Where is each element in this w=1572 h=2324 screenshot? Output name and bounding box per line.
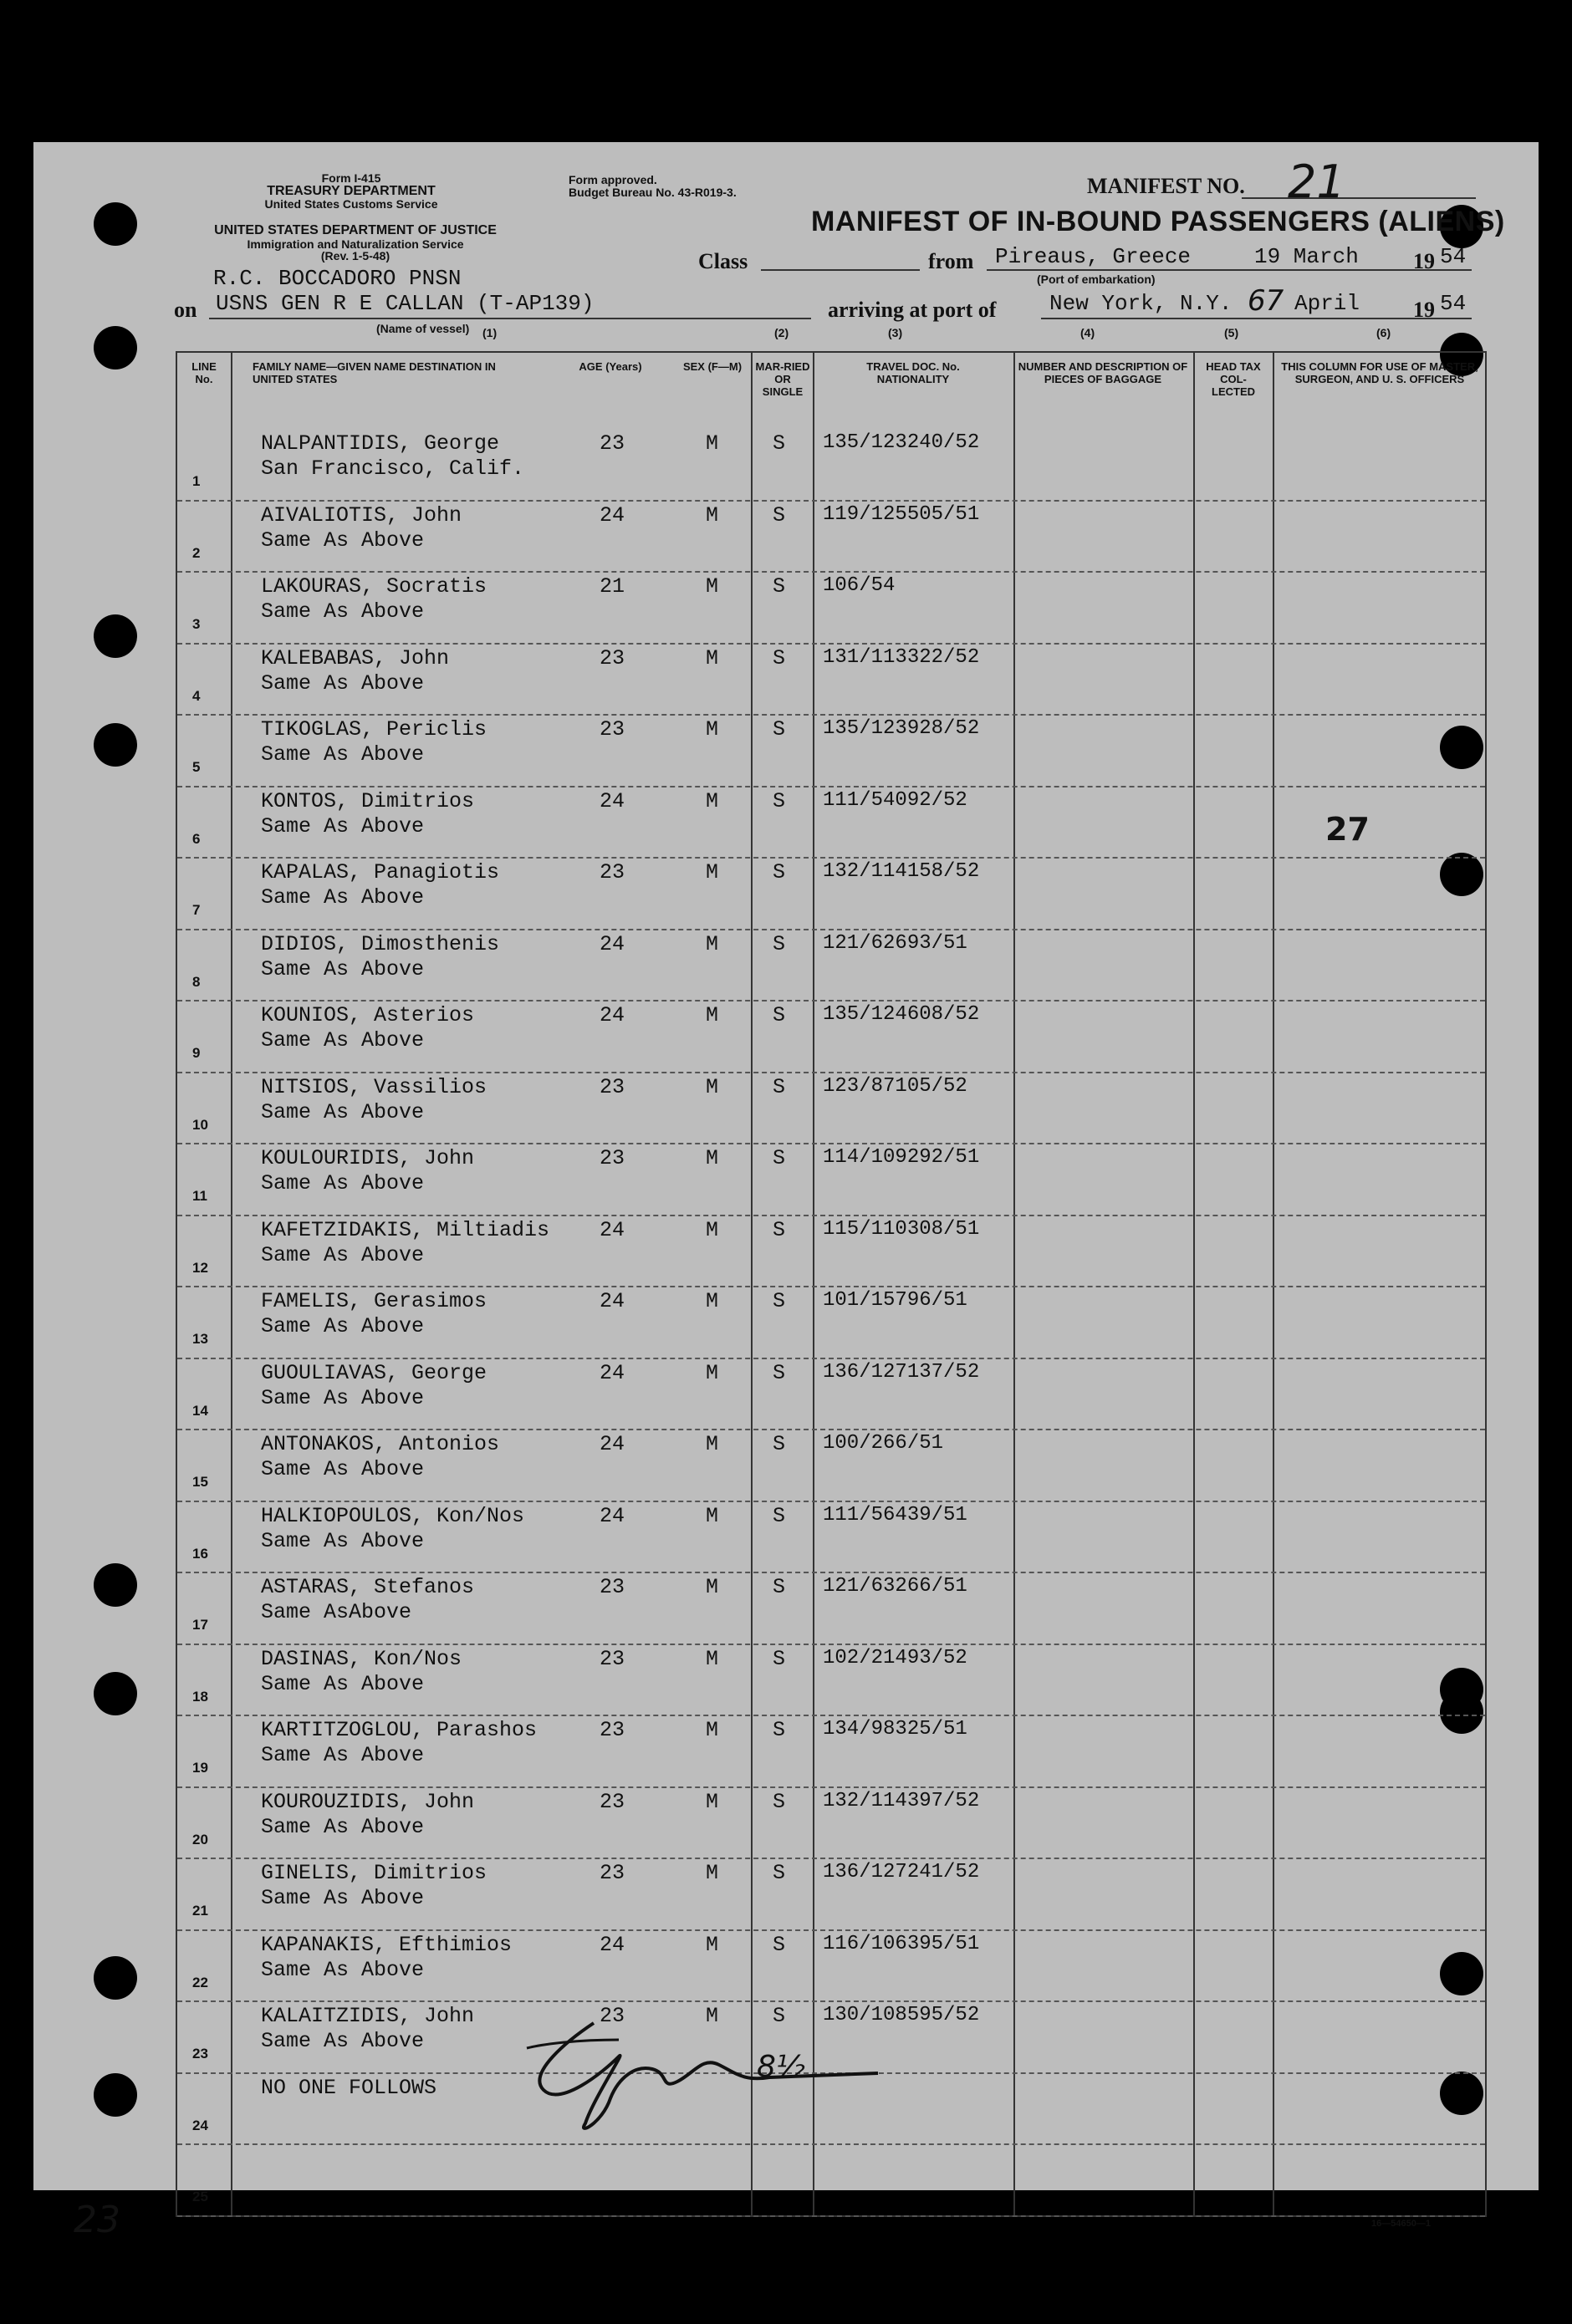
row-line-number: 21 [192, 1903, 208, 1919]
passenger-marital: S [773, 788, 786, 813]
passenger-marital: S [773, 1503, 786, 1528]
passenger-destination: Same As Above [261, 1886, 425, 1910]
approval-block [569, 174, 737, 198]
col-divider [1273, 353, 1274, 2215]
passenger-sex: M [706, 1074, 719, 1099]
embark-line [987, 269, 1472, 271]
col-header-tax: HEAD TAX COL-LECTED [1206, 360, 1261, 398]
passenger-name: KARTITZOGLOU, Parashos [261, 1718, 538, 1742]
passenger-sex: M [706, 2004, 719, 2028]
passenger-travel-doc: 114/109292/51 [823, 1146, 980, 1169]
passenger-marital: S [773, 1360, 786, 1385]
embark-year: 54 [1440, 244, 1467, 269]
passenger-destination: Same As Above [261, 1814, 425, 1839]
passenger-travel-doc: 106/54 [823, 574, 896, 597]
justice-block [163, 224, 548, 262]
embark-date: 19 March [1254, 244, 1359, 269]
passenger-name: KOULOURIDIS, John [261, 1146, 475, 1170]
row-divider [177, 1715, 1485, 1716]
passenger-destination: Same As Above [261, 1671, 425, 1696]
vessel-caption: (Name of vessel) [376, 322, 470, 335]
row-line-number: 4 [192, 687, 201, 704]
row-divider [177, 1072, 1485, 1073]
passenger-marital: S [773, 1789, 786, 1814]
col-header-baggage: NUMBER AND DESCRIPTION OF PIECES OF BAGGAGE [1018, 360, 1188, 385]
passenger-travel-doc: 123/87105/52 [823, 1074, 967, 1098]
handwritten-tally: 8½ [757, 2050, 805, 2084]
passenger-age: 24 [600, 1217, 625, 1242]
passenger-travel-doc: 101/15796/51 [823, 1289, 967, 1312]
punch-hole [94, 1672, 137, 1715]
passenger-destination: Same AsAbove [261, 1600, 412, 1624]
passenger-age: 23 [600, 1646, 625, 1671]
passenger-sex: M [706, 788, 719, 813]
justice-dept: UNITED STATES DEPARTMENT OF JUSTICE [214, 223, 497, 237]
passenger-name: ASTARAS, Stefanos [261, 1575, 475, 1599]
passenger-name: GINELIS, Dimitrios [261, 1861, 487, 1885]
passenger-destination: Same As Above [261, 599, 425, 624]
passenger-travel-doc: 115/110308/51 [823, 1217, 980, 1241]
col-divider [813, 353, 814, 2215]
row-line-number: 11 [192, 1188, 207, 1204]
treasury-dept: TREASURY DEPARTMENT [267, 183, 436, 198]
passenger-age: 23 [600, 1789, 625, 1814]
passenger-name: GUOULIAVAS, George [261, 1360, 487, 1385]
passenger-age: 24 [600, 502, 625, 527]
passenger-age: 23 [600, 2004, 625, 2028]
row-line-number: 3 [192, 616, 201, 632]
passenger-marital: S [773, 1146, 786, 1170]
row-divider [177, 1429, 1485, 1430]
passenger-travel-doc: 116/106395/51 [823, 1932, 980, 1955]
row-line-number: 17 [192, 1617, 208, 1633]
row-line-number: 6 [192, 830, 201, 847]
ins-service: Immigration and Naturalization Service [247, 237, 464, 251]
passenger-marital: S [773, 645, 786, 670]
punch-hole [94, 614, 137, 658]
passenger-name: AIVALIOTIS, John [261, 502, 462, 527]
row-line-number: 20 [192, 1831, 208, 1847]
row-divider [177, 1358, 1485, 1359]
arrival-year: 54 [1440, 291, 1467, 316]
passenger-sex: M [706, 431, 719, 456]
passenger-sex: M [706, 860, 719, 884]
passenger-travel-doc: 111/56439/51 [823, 1503, 967, 1526]
passenger-marital: S [773, 1003, 786, 1027]
passenger-travel-doc: 136/127241/52 [823, 1861, 980, 1883]
passenger-sex: M [706, 502, 719, 527]
passenger-marital: S [773, 1217, 786, 1242]
passenger-destination: Same As Above [261, 1457, 425, 1481]
row-divider [177, 500, 1485, 502]
passenger-destination: Same As Above [261, 742, 425, 767]
col-num-3: (3) [888, 326, 903, 339]
passenger-travel-doc: 135/123928/52 [823, 717, 980, 740]
passenger-sex: M [706, 931, 719, 956]
col-num-1: (1) [482, 326, 498, 339]
passenger-name: KONTOS, Dimitrios [261, 788, 475, 813]
passenger-age: 24 [600, 788, 625, 813]
passenger-age: 23 [600, 1146, 625, 1170]
row-line-number: 23 [192, 2046, 208, 2062]
row-line-number: 7 [192, 902, 201, 918]
budget-bureau: Budget Bureau No. 43-R019-3. [569, 185, 737, 199]
passenger-travel-doc: 132/114158/52 [823, 860, 980, 883]
row-line-number: 16 [192, 1545, 208, 1562]
row-line-number: 22 [192, 1974, 208, 1990]
passenger-destination: Same As Above [261, 527, 425, 553]
passenger-age: 23 [600, 717, 625, 742]
row-divider [177, 2143, 1485, 2145]
punch-hole [94, 202, 137, 246]
passenger-travel-doc: 100/266/51 [823, 1432, 944, 1455]
form-number: Form I-415 [321, 171, 381, 185]
passenger-name: KOUNIOS, Asterios [261, 1003, 475, 1027]
row-line-number: 15 [192, 1474, 208, 1490]
passenger-destination: Same As Above [261, 1743, 425, 1767]
passenger-destination: Same As Above [261, 1028, 425, 1052]
passenger-sex: M [706, 1575, 719, 1599]
row-line-number: 8 [192, 973, 201, 990]
punch-hole [94, 1563, 137, 1607]
passenger-destination: Same As Above [261, 1385, 425, 1410]
passenger-sex: M [706, 1789, 719, 1814]
form-revision: (Rev. 1-5-48) [320, 249, 390, 263]
passenger-marital: S [773, 860, 786, 884]
arrival-line [1041, 318, 1472, 319]
passenger-travel-doc: 102/21493/52 [823, 1646, 967, 1669]
embark-year-prefix: 19 [1413, 249, 1435, 273]
passenger-sex: M [706, 1003, 719, 1027]
passenger-travel-doc: 135/123240/52 [823, 431, 980, 454]
row-line-number: 25 [192, 2189, 208, 2204]
passenger-name: NO ONE FOLLOWS [261, 2075, 437, 2100]
form-header-block [226, 172, 477, 211]
col-num-4: (4) [1080, 326, 1095, 339]
row-divider [177, 714, 1485, 716]
passenger-name: KAFETZIDAKIS, Miltiadis [261, 1217, 550, 1242]
passenger-name: FAMELIS, Gerasimos [261, 1289, 487, 1313]
passenger-name: NALPANTIDIS, George [261, 431, 500, 456]
passenger-sex: M [706, 1360, 719, 1385]
passenger-marital: S [773, 1932, 786, 1957]
passenger-sex: M [706, 645, 719, 670]
agent-name: R.C. BOCCADORO PNSN [213, 266, 462, 291]
passenger-destination: Same As Above [261, 956, 425, 981]
passenger-marital: S [773, 1861, 786, 1885]
arrival-day: 67 [1248, 284, 1284, 318]
passenger-name: LAKOURAS, Socratis [261, 574, 487, 599]
row-line-number: 13 [192, 1331, 208, 1347]
passenger-travel-doc: 135/124608/52 [823, 1003, 980, 1026]
passenger-age: 23 [600, 431, 625, 456]
passenger-age: 24 [600, 1432, 625, 1456]
passenger-name: ANTONAKOS, Antonios [261, 1432, 500, 1456]
passenger-name: KAPANAKIS, Efthimios [261, 1932, 513, 1957]
row-divider [177, 2215, 1485, 2217]
manifest-title: MANIFEST OF IN-BOUND PASSENGERS (ALIENS) [811, 206, 1505, 237]
passenger-sex: M [706, 1146, 719, 1170]
vessel-line [209, 318, 811, 319]
passenger-travel-doc: 130/108595/52 [823, 2004, 980, 2026]
passenger-marital: S [773, 717, 786, 742]
passenger-name: KAPALAS, Panagiotis [261, 860, 500, 884]
punch-hole [94, 1956, 137, 2000]
passenger-name: TIKOGLAS, Periclis [261, 717, 487, 742]
passenger-marital: S [773, 431, 786, 456]
passenger-sex: M [706, 1289, 719, 1313]
passenger-destination: Same As Above [261, 1957, 425, 1982]
col-divider [1013, 353, 1015, 2215]
passenger-marital: S [773, 1575, 786, 1599]
passenger-marital: S [773, 931, 786, 956]
class-line [761, 269, 920, 271]
row-divider [177, 1000, 1485, 1001]
col-header-name: FAMILY NAME—GIVEN NAME DESTINATION IN UNITED STATES [253, 360, 496, 385]
passenger-travel-doc: 121/63266/51 [823, 1575, 967, 1598]
form-approved: Form approved. [569, 173, 657, 186]
row-divider [177, 929, 1485, 930]
passenger-destination: Same As Above [261, 1528, 425, 1553]
row-line-number: 14 [192, 1402, 208, 1419]
passenger-sex: M [706, 1432, 719, 1456]
col-num-5: (5) [1224, 326, 1239, 339]
row-line-number: 1 [192, 473, 201, 489]
col-divider [1193, 353, 1195, 2215]
passenger-marital: S [773, 2004, 786, 2028]
row-divider [177, 1858, 1485, 1859]
manifest-no-label: MANIFEST NO. [1087, 174, 1245, 198]
passenger-name: HALKIOPOULOS, Kon/Nos [261, 1503, 525, 1528]
passenger-marital: S [773, 502, 786, 527]
row-divider [177, 1501, 1485, 1502]
passenger-travel-doc: 134/98325/51 [823, 1718, 967, 1740]
arriving-label: arriving at port of [828, 298, 997, 322]
from-label: from [928, 249, 974, 273]
embark-port-caption: (Port of embarkation) [1037, 273, 1156, 286]
officer-count: 27 [1325, 811, 1370, 848]
passenger-age: 23 [600, 645, 625, 670]
form-code: 16—54650—1 [1371, 2219, 1431, 2229]
passenger-sex: M [706, 1217, 719, 1242]
col-divider [231, 353, 232, 2215]
passenger-sex: M [706, 1861, 719, 1885]
passenger-age: 21 [600, 574, 625, 599]
col-header-travel: TRAVEL DOC. No. NATIONALITY [866, 360, 960, 385]
arrival-port: New York, N.Y. [1049, 291, 1233, 316]
passenger-travel-doc: 136/127137/52 [823, 1360, 980, 1384]
officer-signature [493, 1998, 886, 2140]
passenger-destination: Same As Above [261, 1171, 425, 1195]
row-divider [177, 1572, 1485, 1573]
passenger-sex: M [706, 1718, 719, 1742]
passenger-sex: M [706, 1503, 719, 1528]
manifest-no-line [1242, 197, 1476, 199]
passenger-destination: San Francisco, Calif. [261, 456, 525, 481]
col-header-age: AGE (Years) [579, 360, 642, 373]
passenger-age: 24 [600, 1503, 625, 1528]
customs-service: United States Customs Service [264, 197, 438, 212]
passenger-destination: Same As Above [261, 1099, 425, 1124]
passenger-age: 24 [600, 1360, 625, 1385]
on-label: on [174, 298, 197, 322]
row-line-number: 12 [192, 1259, 208, 1276]
col-num-6: (6) [1376, 326, 1391, 339]
passenger-marital: S [773, 1432, 786, 1456]
passenger-sex: M [706, 1932, 719, 1957]
row-divider [177, 786, 1485, 787]
passenger-name: NITSIOS, Vassilios [261, 1074, 487, 1099]
punch-hole [94, 2073, 137, 2117]
col-header-sex: SEX (F—M) [682, 360, 743, 373]
row-line-number: 2 [192, 544, 201, 561]
col-header-married: MAR-RIED OR SINGLE [755, 360, 810, 398]
passenger-destination: Same As Above [261, 1242, 425, 1267]
arrival-year-prefix: 19 [1413, 298, 1435, 322]
passenger-name: KALAITZIDIS, John [261, 2004, 475, 2028]
row-divider [177, 1786, 1485, 1788]
row-line-number: 18 [192, 1688, 208, 1705]
passenger-age: 24 [600, 1003, 625, 1027]
col-header-officers: THIS COLUMN FOR USE OF MASTER, SURGEON, AND U. S. OFFICERS [1281, 360, 1478, 385]
passenger-travel-doc: 119/125505/51 [823, 502, 980, 526]
row-divider [177, 643, 1485, 645]
passenger-name: KOUROUZIDIS, John [261, 1789, 475, 1814]
class-label: Class [698, 249, 748, 273]
passenger-travel-doc: 132/114397/52 [823, 1789, 980, 1812]
passenger-marital: S [773, 1718, 786, 1742]
passenger-age: 24 [600, 1289, 625, 1313]
row-divider [177, 1143, 1485, 1144]
passenger-destination: Same As Above [261, 885, 425, 910]
corner-mark: 23 [74, 2199, 120, 2241]
passenger-marital: S [773, 1289, 786, 1313]
passenger-age: 23 [600, 1074, 625, 1099]
passenger-destination: Same As Above [261, 1314, 425, 1338]
passenger-name: DIDIOS, Dimosthenis [261, 931, 500, 956]
passenger-sex: M [706, 574, 719, 599]
passenger-travel-doc: 131/113322/52 [823, 645, 980, 669]
passenger-travel-doc: 111/54092/52 [823, 788, 967, 812]
passenger-age: 23 [600, 1861, 625, 1885]
manifest-number: 21 [1288, 155, 1345, 208]
row-line-number: 24 [192, 2117, 208, 2133]
arrival-month: April [1294, 291, 1360, 316]
row-divider [177, 1929, 1485, 1931]
vessel-name: USNS GEN R E CALLAN (T-AP139) [216, 291, 595, 316]
row-divider [177, 857, 1485, 859]
passenger-marital: S [773, 1646, 786, 1671]
passenger-age: 23 [600, 1718, 625, 1742]
passenger-sex: M [706, 1646, 719, 1671]
col-header-line: LINE No. [191, 360, 217, 385]
passenger-destination: Same As Above [261, 2029, 425, 2053]
row-divider [177, 571, 1485, 573]
punch-hole [94, 326, 137, 369]
passenger-name: KALEBABAS, John [261, 645, 450, 670]
passenger-marital: S [773, 574, 786, 599]
row-line-number: 5 [192, 759, 201, 775]
row-line-number: 10 [192, 1116, 208, 1133]
row-line-number: 19 [192, 1760, 208, 1776]
passenger-name: DASINAS, Kon/Nos [261, 1646, 462, 1671]
col-num-2: (2) [774, 326, 789, 339]
punch-hole [94, 723, 137, 767]
passenger-sex: M [706, 717, 719, 742]
passenger-age: 23 [600, 860, 625, 884]
passenger-age: 23 [600, 1575, 625, 1599]
passenger-age: 24 [600, 1932, 625, 1957]
embark-port: Pireaus, Greece [995, 244, 1192, 269]
row-line-number: 9 [192, 1045, 201, 1061]
row-divider [177, 1644, 1485, 1645]
row-divider [177, 1286, 1485, 1287]
passenger-age: 24 [600, 931, 625, 956]
passenger-marital: S [773, 1074, 786, 1099]
passenger-destination: Same As Above [261, 670, 425, 696]
col-divider [751, 353, 753, 2215]
row-divider [177, 1215, 1485, 1216]
passenger-travel-doc: 121/62693/51 [823, 931, 967, 955]
passenger-destination: Same As Above [261, 813, 425, 838]
